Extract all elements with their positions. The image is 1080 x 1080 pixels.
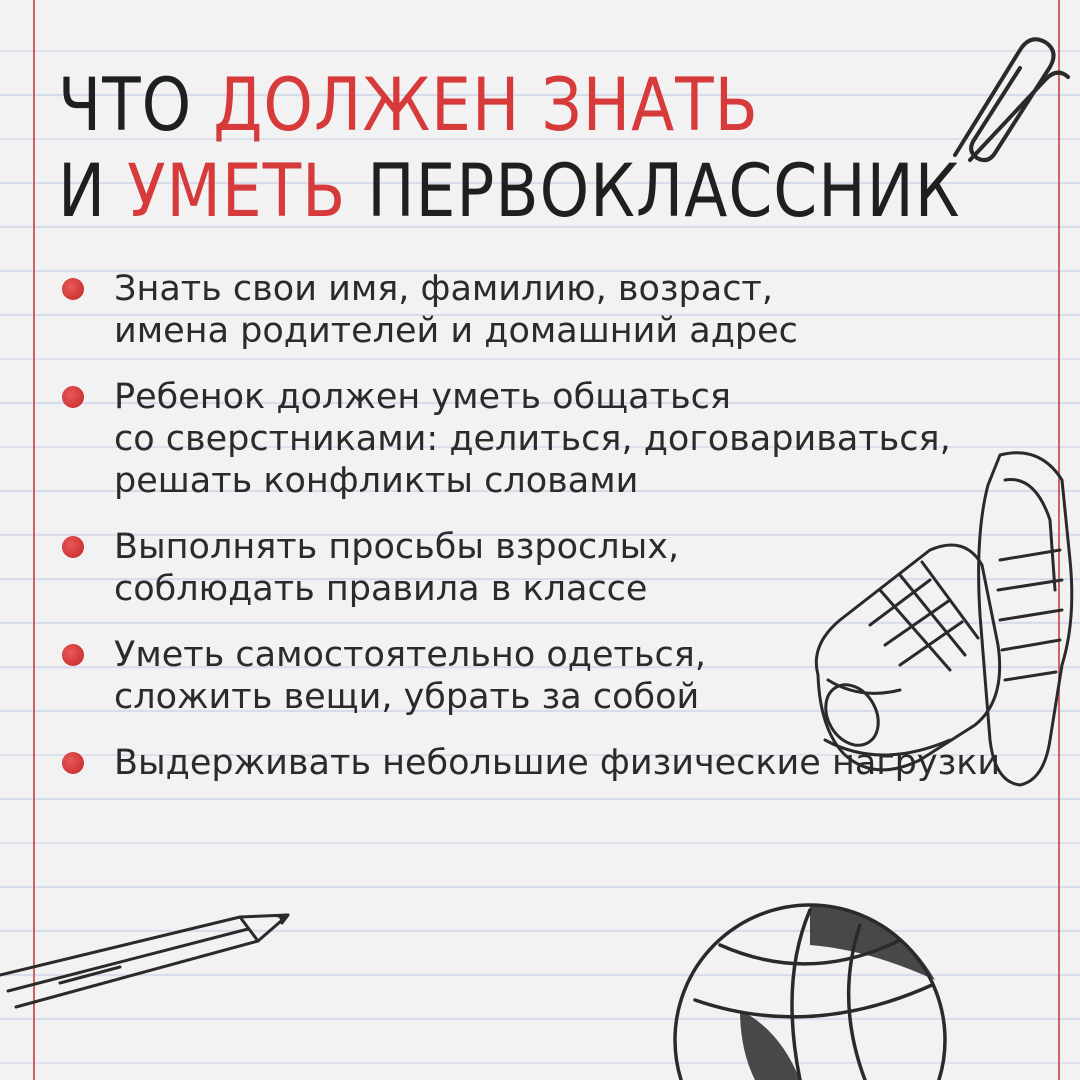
title-highlight: УМЕТЬ — [127, 147, 347, 235]
title-line-2 — [58, 146, 960, 236]
bullet-dot-icon — [62, 644, 84, 666]
sneakers-icon — [800, 440, 1080, 820]
list-item-text: Выдерживать небольшие физические нагрузки — [114, 743, 1001, 783]
list-item-text: Знать свои имя, фамилию, возраст, имена родителей и домашний адрес — [114, 269, 798, 351]
bullet-dot-icon — [62, 752, 84, 774]
title-highlight: ДОЛЖЕН ЗНАТЬ — [213, 61, 759, 149]
page-title — [58, 62, 960, 234]
pencil-icon — [0, 905, 300, 1015]
list-item-text: Выполнять просьбы взрослых, соблюдать правила в классе — [114, 527, 680, 609]
list-item-text: Ребенок должен уметь общаться со сверстниками: делиться, договариваться, решать конфликты словами — [114, 377, 951, 501]
bullet-dot-icon — [62, 278, 84, 300]
list-item-text: Уметь самостоятельно одеться, сложить вещи, убрать за собой — [114, 635, 706, 717]
bullet-dot-icon — [62, 386, 84, 408]
paperclip-icon — [925, 20, 1075, 170]
list-item — [62, 268, 1022, 352]
title-text: ПЕРВОКЛАССНИК — [346, 147, 961, 235]
title-text: И — [58, 147, 128, 235]
bullet-dot-icon — [62, 536, 84, 558]
title-line-1 — [58, 60, 960, 150]
title-text: ЧТО — [58, 61, 214, 149]
volleyball-icon — [660, 890, 950, 1080]
